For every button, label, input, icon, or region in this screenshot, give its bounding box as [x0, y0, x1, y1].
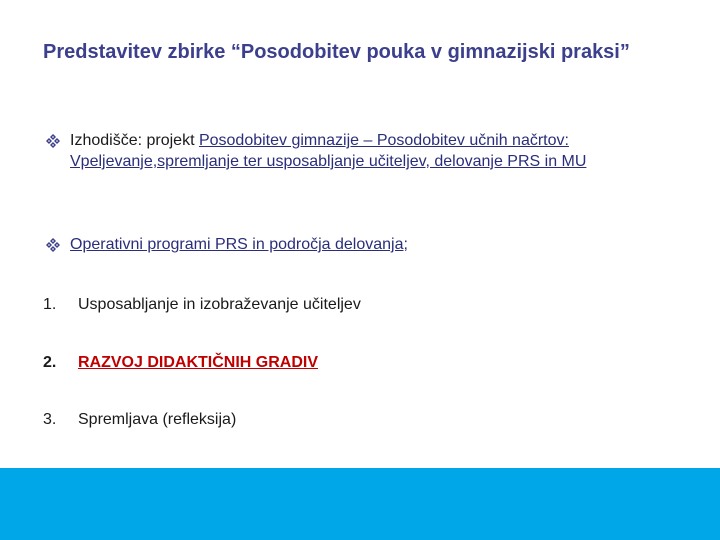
list-item-number: 2. — [43, 354, 57, 371]
bullet-starting-point — [45, 130, 655, 172]
diamond-bullet-icon — [45, 237, 61, 253]
list-item-text: Usposabljanje in izobraževanje učiteljev — [78, 296, 361, 313]
list-item-text-link[interactable]: RAZVOJ DIDAKTIČNIH GRADIV — [78, 354, 319, 371]
diamond-bullet-icon — [45, 133, 61, 149]
operative-programs-link[interactable]: Operativni programi PRS in področja delovanja; — [70, 236, 408, 253]
project-link[interactable]: Posodobitev gimnazije – Posodobitev učnih načrtov: Vpeljevanje,spremljanje ter usposabljanje učiteljev, delovanje PRS in MU — [70, 132, 587, 170]
list-item-number: 1. — [43, 296, 57, 313]
list-item-number: 3. — [43, 411, 57, 428]
bullet-operative-programs — [45, 234, 655, 255]
slide-title: Predstavitev zbirke “Posodobitev pouka v gimnazijski praksi” — [43, 41, 630, 63]
footer-band — [0, 468, 720, 540]
list-item — [43, 409, 236, 430]
list-item — [43, 294, 361, 315]
list-item-text: Spremljava (refleksija) — [78, 411, 237, 428]
bullet-lead-text: Izhodišče: projekt — [70, 132, 199, 149]
list-item — [43, 352, 318, 373]
